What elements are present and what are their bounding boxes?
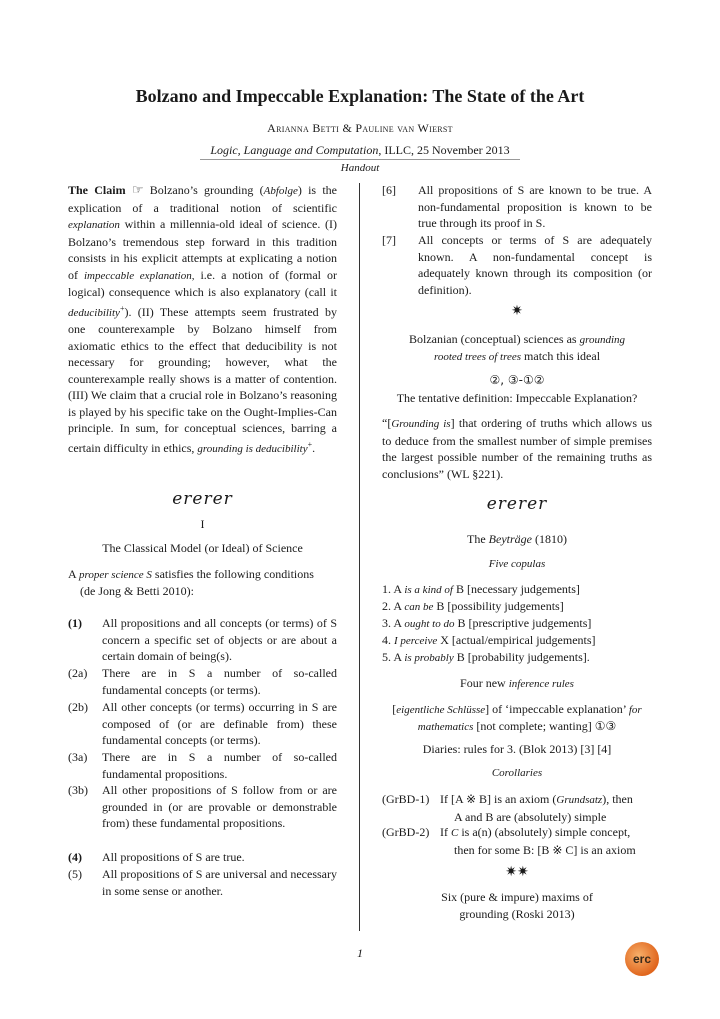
condition-label: (3a): [68, 750, 88, 764]
grbd-text: ), then: [602, 792, 633, 806]
venue-details: , ILLC, 25 November 2013: [378, 143, 510, 157]
ornament-text: ererer: [172, 489, 233, 509]
intro-line: [68, 566, 337, 584]
pointing-hand-icon: ☞: [131, 182, 144, 197]
superscript: +: [307, 439, 313, 449]
copula-text: 4.: [382, 633, 394, 647]
claim-text: ) is the explication of a traditional notion of scientific: [68, 183, 337, 215]
venue-line: [0, 143, 720, 158]
inference-rules-heading: [382, 675, 652, 693]
condition-label: (3b): [68, 783, 88, 797]
erc-logo-text: erc: [632, 952, 652, 966]
claim-text: ). (II) These attempts seem frustrated by one counterexample by Bolzano himself from axiomatic ethics to the effect that deducibility is not necessary for grounding; however, what the counterexample really shows is a matter of contention. (III) We claim that a crucial role in Bolzano’s reasoning is played by his specific take on the Ought-Implies-Can principle. In sum, for conceptual sciences, barring a certain difficulty in ethics,: [68, 304, 337, 455]
condition-label: [6]: [382, 183, 396, 197]
condition-text: All propositions of S are true.: [102, 850, 245, 864]
copula-text: 1. A: [382, 582, 405, 596]
grounding-quote: [382, 415, 652, 482]
eigent-text: [not complete; wanting] ①③: [473, 719, 617, 733]
grbd-text: A and B are (absolutely) simple: [454, 809, 607, 824]
copula-item: [382, 581, 652, 599]
heading-term: inference rules: [508, 678, 574, 690]
intro-text: A: [68, 567, 80, 581]
condition-item: [68, 749, 337, 782]
eigentliche-line-2: [382, 718, 652, 736]
star-divider: [382, 303, 652, 321]
condition-label: (1): [68, 616, 82, 630]
copula-text: B [probability judgements].: [453, 650, 590, 664]
condition-text: All propositions of S are known to be true. A non-fundamental proposition is known to be true through its proof in S.: [418, 183, 652, 230]
quote-text: “[: [382, 416, 392, 430]
eigent-text: ] of ‘impeccable explanation’: [485, 702, 629, 716]
condition-text: All concepts or terms of S are adequately known. A non-fundamental concept is adequately known through its composition (or definition).: [418, 233, 652, 297]
condition-text: There are in S a number of so-called fundamental concepts (or terms).: [102, 666, 337, 697]
star-divider: [382, 864, 652, 882]
quote-text: ] that ordering of truths which allows us to deduce from the smallest number of simple premises the largest possible number of the remaining truths as conclusions” (WL §221).: [382, 416, 652, 481]
condition-item: [68, 699, 337, 749]
ornament-text: ererer: [486, 494, 548, 514]
claim-term: explanation: [68, 219, 120, 231]
sciences-text: match this ideal: [521, 349, 601, 363]
eigent-term: mathematics: [417, 721, 474, 733]
condition-label: (5): [68, 867, 82, 881]
claim-text: .: [312, 440, 316, 455]
eigent-term: for: [628, 704, 642, 716]
eigent-text: [: [392, 702, 397, 716]
beitrage-text: (1810): [531, 532, 567, 546]
condition-label: (4): [68, 850, 82, 864]
eigent-term: eigentliche Schlüsse: [396, 704, 486, 716]
copula-item: [382, 598, 652, 616]
copula-text: X [actual/empirical judgements]: [437, 633, 596, 647]
five-copulas-heading: Five copulas: [488, 558, 546, 570]
authors: Arianna Betti & Pauline van Wierst: [267, 121, 453, 135]
claim-term: grounding is deducibility: [197, 442, 308, 455]
copula-text: B [possibility judgements]: [433, 599, 564, 613]
copula-text: B [necessary judgements]: [452, 582, 580, 596]
claim-text: i.e. a notion of (formal or logical) consequence which is also explanatory (call it: [68, 267, 337, 299]
condition-text: All propositions of S are universal and necessary in some sense or another.: [102, 867, 337, 898]
condition-text: All other propositions of S follow from or are grounded in (or are provable or demonstrable from) these fundamental propositions.: [102, 783, 337, 830]
venue-name: Logic, Language and Computation: [210, 143, 379, 157]
heading-text: Four new: [460, 676, 509, 690]
condition-item: [68, 782, 337, 832]
grbd-text: If [A ※ B] is an axiom (: [440, 792, 557, 806]
intro-citation: (de Jong & Betti 2010):: [80, 584, 194, 598]
eigentliche-line-1: [382, 701, 652, 719]
quote-term: Grounding is: [391, 418, 451, 430]
copula-term: I perceive: [394, 635, 438, 647]
tentative-definition: The tentative definition: Impeccable Explanation?: [396, 391, 638, 405]
sciences-text: Bolzanian (conceptual) sciences as: [408, 332, 580, 346]
condition-label: (2b): [68, 700, 88, 714]
corollaries-heading: Corollaries: [491, 767, 543, 779]
claim-term: impeccable explanation,: [83, 269, 195, 282]
condition-text: There are in S a number of so-called fundamental propositions.: [102, 750, 337, 781]
grbd-text: If: [440, 825, 451, 839]
grbd-2: [382, 824, 652, 858]
intro-text: satisfies the following conditions: [151, 567, 314, 581]
star-icon: ✷✷: [505, 865, 529, 880]
column-divider: [359, 183, 360, 931]
condition-item: [68, 615, 337, 665]
copula-term: is a kind of: [404, 584, 453, 596]
claim-text: Bolzano’s grounding (: [143, 183, 264, 197]
section-title: The Classical Model (or Ideal) of Science: [102, 541, 303, 555]
copula-term: can be: [404, 601, 434, 613]
grbd-text: is a(n) (absolutely) simple concept,: [458, 825, 631, 839]
claim-text: within a millennia-old ideal of science. (I) Bolzano’s tremendous step forward in this tradition consists in his explicit attempts at explicating a notion of: [68, 217, 337, 282]
copula-text: 2. A: [382, 599, 405, 613]
copula-text: 3. A: [382, 616, 405, 630]
sciences-term: grounding: [579, 334, 626, 346]
beitrage-text: The: [467, 532, 489, 546]
copula-term: is probably: [404, 652, 454, 664]
maxims-line-2: grounding (Roski 2013): [459, 907, 575, 921]
copula-item: [382, 632, 652, 650]
circled-references: ②, ③-①②: [489, 373, 545, 387]
condition-item: [68, 866, 337, 899]
grbd-label: (GrBD-1): [382, 792, 430, 806]
ornament-divider: [68, 491, 337, 509]
ornament-divider: [382, 496, 652, 514]
beitrage-term: Beyträge: [488, 532, 532, 546]
star-icon: ✷: [511, 304, 523, 319]
grbd-term: Grundsatz: [556, 794, 603, 806]
condition-item: [68, 665, 337, 698]
condition-text: All propositions and all concepts (or terms) of S concern a specific set of objects or are about a certain domain of being(s).: [102, 616, 337, 663]
document-title: Bolzano and Impeccable Explanation: The State of the Art: [135, 86, 585, 106]
condition-text: All other concepts (or terms) occurring in S are composed of (or are definable from) these fundamental concepts (or terms).: [102, 700, 337, 747]
sciences-line-2: [382, 348, 652, 366]
condition-item: [68, 849, 337, 866]
copula-item: [382, 615, 652, 633]
grbd-1: [382, 791, 652, 825]
grbd-term: C: [451, 827, 459, 839]
intro-term: proper science S: [79, 569, 152, 581]
sciences-line-1: [382, 331, 652, 349]
sciences-term: rooted trees of trees: [433, 351, 522, 363]
condition-item: [382, 182, 652, 232]
copula-item: [382, 649, 652, 667]
maxims-line-1: Six (pure & impure) maxims of: [441, 890, 593, 904]
handout-label: Handout: [340, 162, 380, 174]
copula-term: ought to do: [404, 618, 455, 630]
claim-term: Abfolge: [263, 185, 298, 197]
condition-label: [7]: [382, 233, 396, 247]
erc-logo-icon: [625, 942, 659, 976]
condition-label: (2a): [68, 666, 88, 680]
grbd-text: then for some B: [B ※ C] is an axiom: [454, 842, 636, 857]
header-rule: [200, 159, 520, 160]
copula-text: 5. A: [382, 650, 405, 664]
claim-term: deducibility: [68, 306, 120, 319]
condition-item: [382, 232, 652, 298]
grbd-label: (GrBD-2): [382, 825, 430, 839]
claim-title: The Claim: [68, 183, 126, 197]
diaries-line: Diaries: rules for 3. (Blok 2013) [3] [4]: [422, 742, 612, 756]
section-number: I: [200, 517, 205, 531]
superscript: +: [119, 303, 125, 313]
page-number: 1: [357, 946, 363, 960]
claim-paragraph: [68, 182, 337, 457]
copula-text: B [prescriptive judgements]: [454, 616, 592, 630]
beitrage-title: [382, 531, 652, 548]
